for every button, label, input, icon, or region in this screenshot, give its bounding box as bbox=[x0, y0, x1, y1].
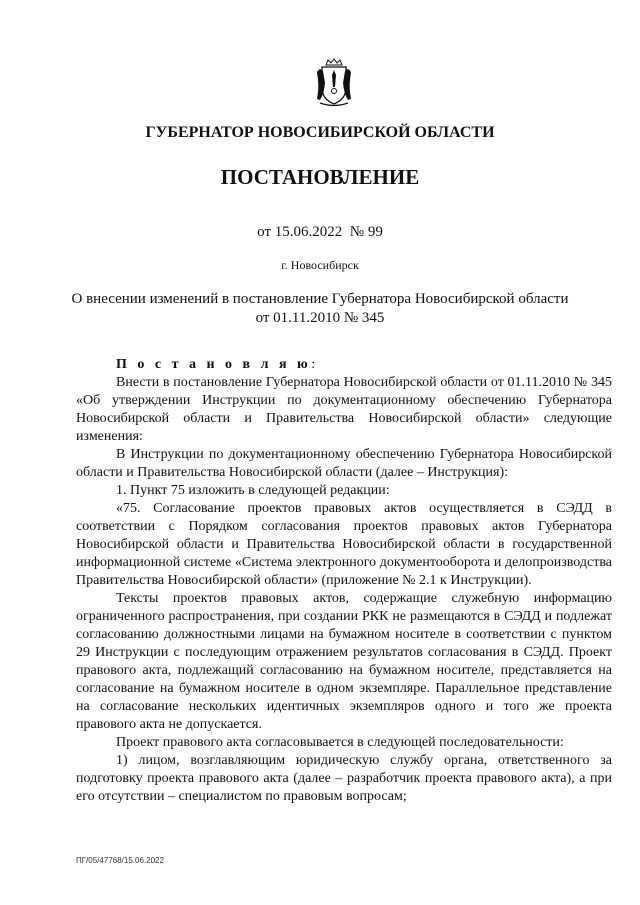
paragraph: 1. Пункт 75 изложить в следующей редакции: bbox=[116, 483, 390, 498]
paragraph: Проект правового акта согласовывается в следующей последовательности: bbox=[116, 735, 564, 750]
resolve-colon: : bbox=[311, 357, 316, 372]
paragraph: Внести в постановление Губернатора Новосибирской области от 01.11.2010 № 345 «Об утверждении Инструкции по документационному обеспечению Губернатора Новосибирской области и Правительства Новосибирской области» следующие изменения: bbox=[76, 375, 612, 444]
document-body bbox=[76, 356, 612, 806]
document-date-number: от 15.06.2022 № 99 bbox=[257, 224, 383, 240]
paragraph: 1) лицом, возглавляющим юридическую службу органа, ответственного за подготовку проекта правового акта (далее – разработчик проекта правового акта), а при его отсутствии – специалистом по правовым вопросам; bbox=[76, 753, 612, 804]
paragraph: Тексты проектов правовых актов, содержащие служебную информацию ограниченного распространения, при создании РКК не размещаются в СЭДД и подлежат согласованию должностными лицами на бумажном носителе в соответствии с пунктом 29 Инструкции с последующим отражением результатов согласования в СЭДД. Проект правового акта, подлежащий согласованию на бумажном носителе, представляется на согласование на бумажном носителе в одном экземпляре. Параллельное представление на согласование нескольких идентичных экземпляров одного и того же проекта правового акта не допускается. bbox=[76, 591, 612, 732]
resolve-heading bbox=[116, 356, 612, 374]
document-type: ПОСТАНОВЛЕНИЕ bbox=[220, 165, 420, 189]
subject-line-1: О внесении изменений в постановление Губернатора Новосибирской области bbox=[71, 291, 569, 307]
paragraph: «75. Согласование проектов правовых актов осуществляется в СЭДД в соответствии с Порядком согласования проектов правовых актов Губернатора Новосибирской области и Правительства Новосибирской области в государственной информационной системе «Система электронного документооборота и делопроизводства Правительства Новосибирской области» (приложение № 2.1 к Инструкции). bbox=[76, 501, 612, 588]
subject-line-2: от 01.11.2010 № 345 bbox=[255, 310, 385, 326]
governor-title: ГУБЕРНАТОР НОВОСИБИРСКОЙ ОБЛАСТИ bbox=[145, 124, 495, 141]
resolve-word: П о с т а н о в л я ю bbox=[116, 357, 312, 372]
document-subject bbox=[0, 290, 640, 328]
paragraph: В Инструкции по документационному обеспечению Губернатора Новосибирской области и Правительства Новосибирской области (далее – Инструкция): bbox=[76, 447, 612, 480]
novosibirsk-coat-of-arms-icon bbox=[314, 58, 354, 108]
document-registration-code: ПГ/05/47768/15.06.2022 bbox=[76, 856, 164, 865]
document-city: г. Новосибирск bbox=[281, 258, 359, 272]
